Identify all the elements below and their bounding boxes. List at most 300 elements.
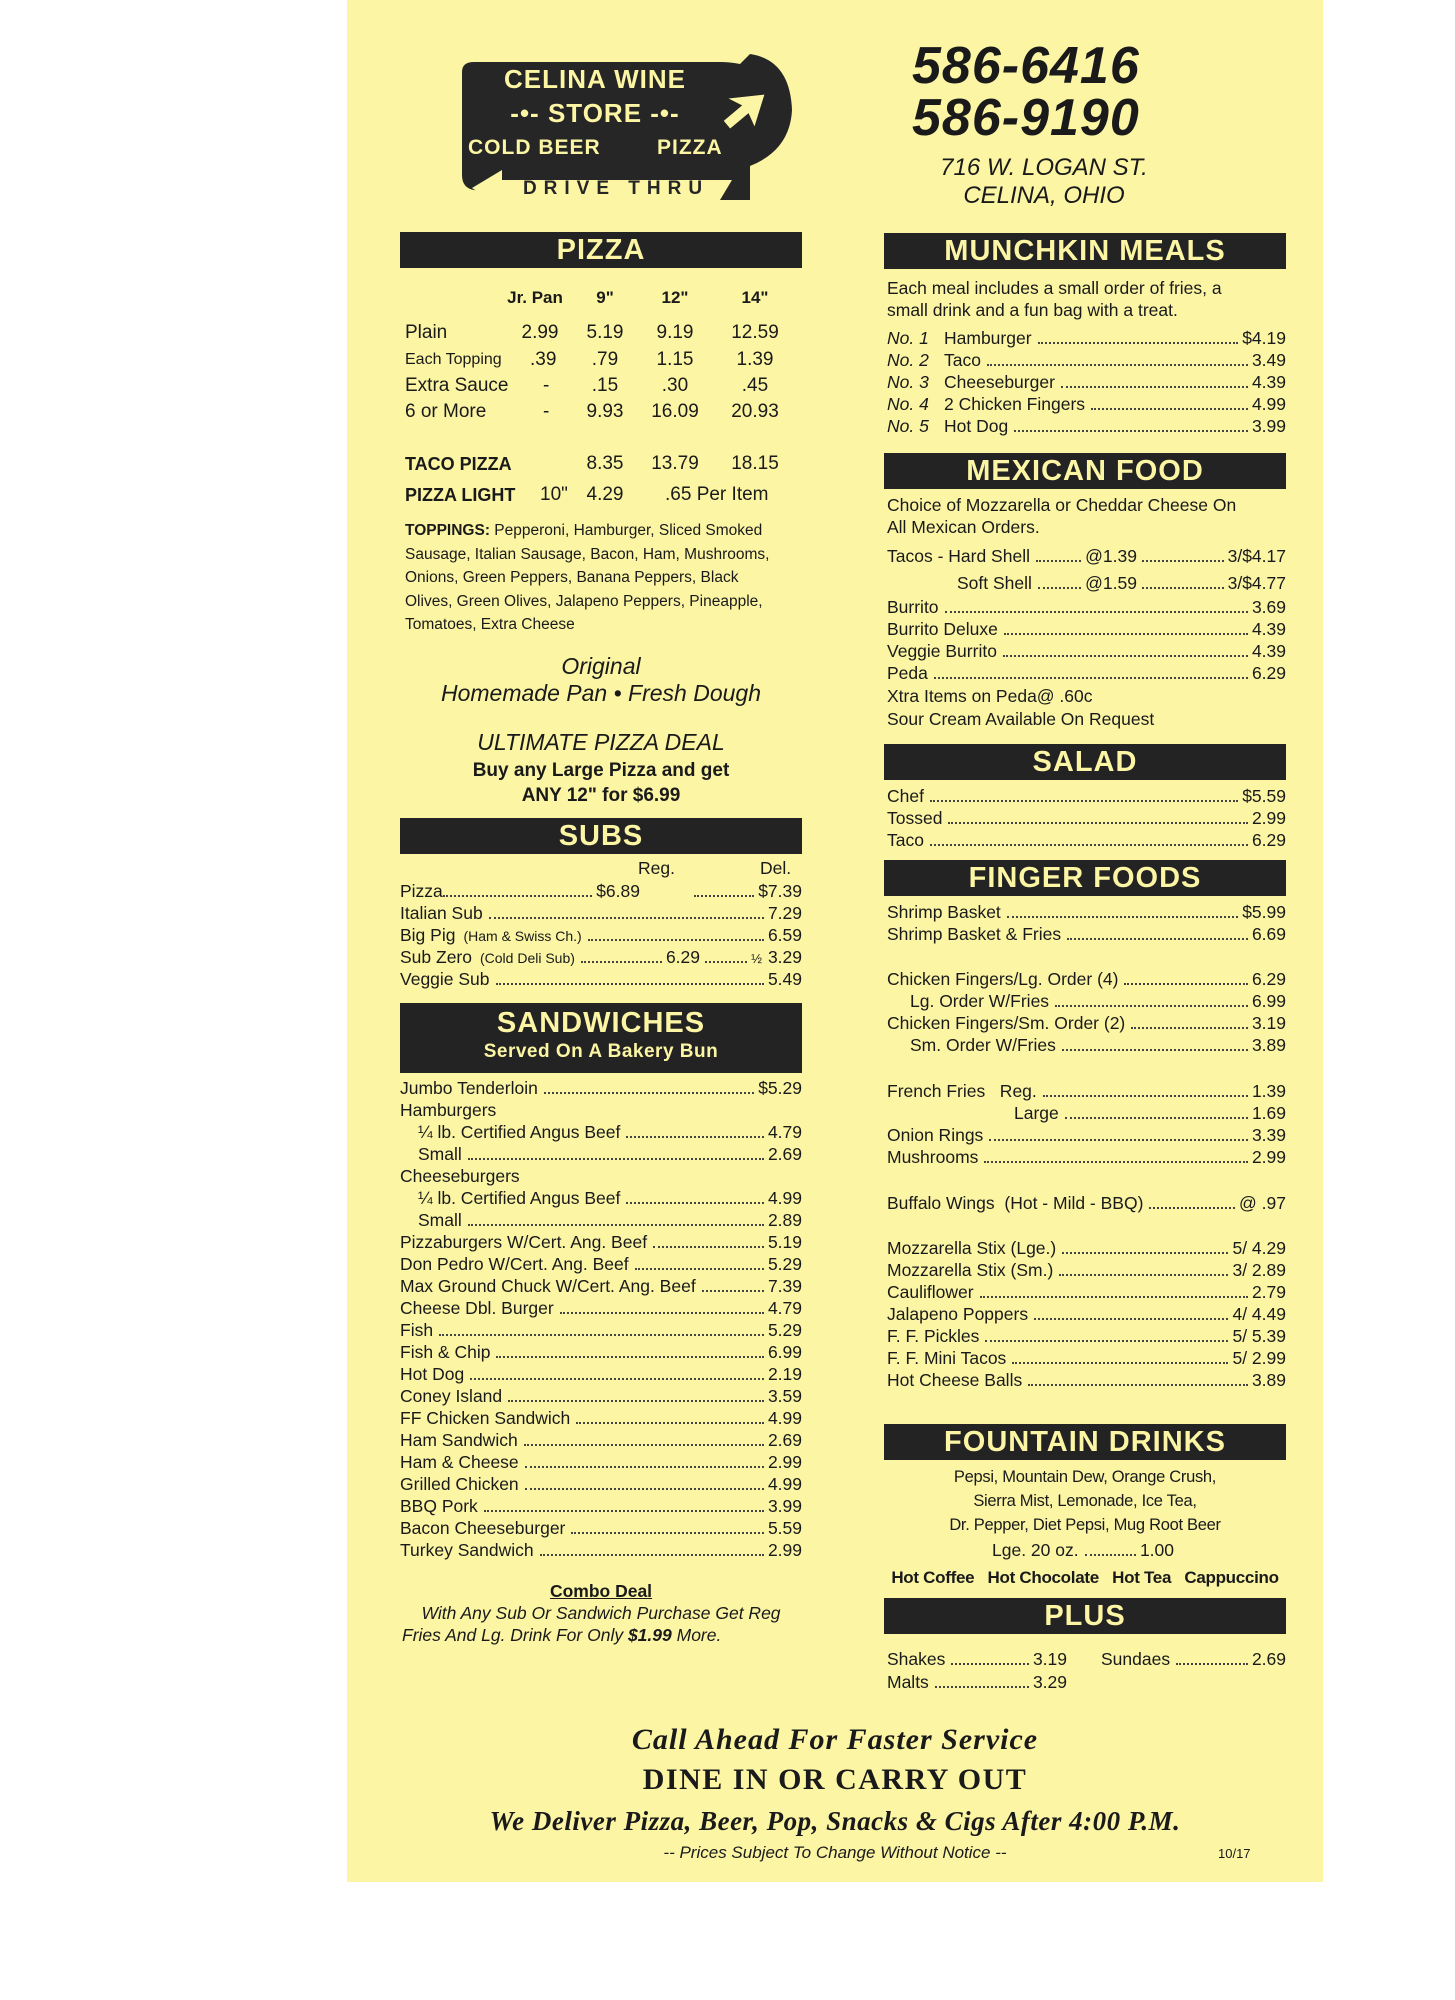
item-price: $6.89 xyxy=(596,881,640,901)
sandwiches-header xyxy=(400,1003,802,1073)
item-price: 7.39 xyxy=(767,1276,802,1296)
finger-item xyxy=(887,1237,1286,1259)
dot-leader xyxy=(1149,1207,1235,1209)
sandwich-item xyxy=(400,1077,802,1099)
sandwich-item xyxy=(400,1407,802,1429)
dot-leader xyxy=(1028,1384,1248,1386)
dot-leader xyxy=(496,1356,763,1358)
pizza-price: 20.93 xyxy=(731,401,779,422)
item-name: Cheeseburger xyxy=(944,372,1055,392)
dot-leader xyxy=(1142,560,1224,562)
address-line-2: CELINA, OHIO xyxy=(963,182,1125,209)
item-price: 6.59 xyxy=(767,925,802,945)
dot-leader xyxy=(1085,1554,1136,1556)
combo-deal-line-1: With Any Sub Or Sandwich Purchase Get Reg xyxy=(421,1603,781,1623)
plus-item xyxy=(887,1671,1067,1693)
mexican-food-header: MEXICAN FOOD xyxy=(884,453,1286,489)
finger-item xyxy=(887,1281,1286,1303)
item-name: Soft Shell xyxy=(957,573,1032,593)
item-name: Hot Cheese Balls xyxy=(887,1370,1023,1390)
item-price: 5/ 5.39 xyxy=(1232,1326,1286,1346)
item-price: 2.89 xyxy=(767,1210,802,1230)
dot-leader xyxy=(1124,983,1247,985)
item-price: 4.79 xyxy=(767,1122,802,1142)
pizza-price: 1.39 xyxy=(736,349,774,370)
item-name: Chicken Fingers/Lg. Order (4) xyxy=(887,969,1119,989)
mexican-item xyxy=(887,596,1286,618)
dot-leader xyxy=(1065,1117,1248,1119)
item-name: Pizza xyxy=(400,881,443,901)
toppings-list xyxy=(405,519,805,637)
dot-leader xyxy=(581,961,662,963)
dot-leader xyxy=(702,1290,764,1292)
dot-leader xyxy=(470,1378,764,1380)
item-price: 5/ 4.29 xyxy=(1232,1238,1286,1258)
item-name: Jalapeno Poppers xyxy=(887,1304,1029,1324)
item-name: Tossed xyxy=(887,808,943,828)
ultimate-deal-line-2: ANY 12" for $6.99 xyxy=(521,785,681,806)
item-price: 4.39 xyxy=(1251,641,1286,661)
pizza-price: 16.09 xyxy=(651,401,699,422)
item-name: Turkey Sandwich xyxy=(400,1540,534,1560)
pizza-price: - xyxy=(543,375,550,396)
sandwich-item xyxy=(400,1385,802,1407)
dot-leader xyxy=(930,800,1238,802)
dot-leader xyxy=(443,895,592,897)
dot-leader xyxy=(1038,587,1081,589)
dot-leader xyxy=(948,822,1247,824)
item-price: 2.99 xyxy=(1251,808,1286,828)
dot-leader xyxy=(934,677,1248,679)
meal-number: No. 5 xyxy=(887,416,929,436)
item-name: Sundaes xyxy=(1101,1649,1171,1669)
item-name: Grilled Chicken xyxy=(400,1474,519,1494)
item-price: 6.29 xyxy=(1251,830,1286,850)
logo-line-2 xyxy=(490,98,700,129)
sandwich-item xyxy=(418,1121,802,1143)
dot-leader xyxy=(653,1246,764,1248)
dot-leader xyxy=(635,1268,764,1270)
item-name: Chicken Fingers/Sm. Order (2) xyxy=(887,1013,1126,1033)
item-name: Small xyxy=(418,1144,462,1164)
dot-leader xyxy=(987,364,1248,366)
item-price: 4.99 xyxy=(767,1408,802,1428)
item-price: 3.89 xyxy=(1251,1035,1286,1055)
item-price: @ .97 xyxy=(1239,1193,1286,1213)
item-name: Lg. Order W/Fries xyxy=(910,991,1050,1011)
pizza-price: 9.19 xyxy=(656,322,694,343)
pizza-row-label: Plain xyxy=(405,322,448,343)
pizza-price: .45 xyxy=(741,375,769,396)
item-name: Mushrooms xyxy=(887,1147,979,1167)
item-name: Large xyxy=(1014,1103,1059,1123)
subs-col-reg: Reg. xyxy=(638,858,675,878)
sub-item-zero-del xyxy=(705,946,802,970)
logo-arrow-left-icon: -•- xyxy=(510,98,548,128)
fountain-line-3: Dr. Pepper, Diet Pepsi, Mug Root Beer xyxy=(949,1516,1221,1534)
item-name: Peda xyxy=(887,663,928,683)
item-price: 6.29 xyxy=(1251,663,1286,683)
item-price: 5/ 2.99 xyxy=(1232,1348,1286,1368)
fountain-line-1: Pepsi, Mountain Dew, Orange Crush, xyxy=(953,1468,1217,1486)
dot-leader xyxy=(508,1400,764,1402)
dot-leader xyxy=(945,611,1248,613)
item-name: French Fries Reg. xyxy=(887,1081,1037,1101)
pizza-price: 12.59 xyxy=(731,322,779,343)
item-name: Burrito Deluxe xyxy=(887,619,998,639)
item-price: 6.99 xyxy=(767,1342,802,1362)
logo-cold-beer: COLD BEER xyxy=(468,136,601,159)
item-price: 5.19 xyxy=(767,1232,802,1252)
item-price: 6.29 xyxy=(1251,969,1286,989)
dot-leader xyxy=(1014,430,1248,432)
meal-number: No. 1 xyxy=(887,328,929,348)
sandwich-item xyxy=(400,1517,802,1539)
logo-pizza: PIZZA xyxy=(657,136,723,159)
ultimate-deal-title: ULTIMATE PIZZA DEAL xyxy=(477,729,725,755)
item-name: Cheese Dbl. Burger xyxy=(400,1298,554,1318)
dot-leader xyxy=(1003,655,1248,657)
item-name: Chef xyxy=(887,786,924,806)
mexican-item xyxy=(887,662,1286,684)
mexican-item xyxy=(887,640,1286,662)
finger-item xyxy=(887,901,1286,923)
finger-item xyxy=(887,1146,1286,1168)
finger-item xyxy=(910,1034,1286,1056)
item-name: Shrimp Basket xyxy=(887,902,1001,922)
toppings-line: Onions, Green Peppers, Banana Peppers, Black xyxy=(405,569,739,586)
dot-leader xyxy=(468,1224,764,1226)
item-price: 3/ 2.89 xyxy=(1232,1260,1286,1280)
item-name: Small xyxy=(418,1210,462,1230)
dot-leader xyxy=(1061,386,1248,388)
pizza-price: 5.19 xyxy=(586,322,624,343)
item-note: (Cold Deli Sub) xyxy=(479,950,575,966)
item-name: Ham Sandwich xyxy=(400,1430,518,1450)
sandwich-item xyxy=(400,1231,802,1253)
subs-header: SUBS xyxy=(400,818,802,854)
item-name: Mozzarella Stix (Sm.) xyxy=(887,1260,1054,1280)
mexican-item-hard-taco xyxy=(887,545,1137,567)
item-name: Max Ground Chuck W/Cert. Ang. Beef xyxy=(400,1276,696,1296)
dot-leader xyxy=(1131,1027,1248,1029)
sub-item xyxy=(400,902,802,924)
item-name: Hot Dog xyxy=(400,1364,465,1384)
item-name: F. F. Pickles xyxy=(887,1326,980,1346)
finger-item xyxy=(887,1080,1286,1102)
toppings-line: Sausage, Italian Sausage, Bacon, Ham, Mushrooms, xyxy=(405,545,770,563)
sub-item-pizza xyxy=(400,880,640,902)
munchkin-item xyxy=(887,415,1286,437)
dot-leader xyxy=(1036,560,1081,562)
item-note: (Ham & Swiss Ch.) xyxy=(463,928,582,944)
meal-number: No. 4 xyxy=(887,394,929,414)
sub-item xyxy=(400,924,802,947)
dot-leader xyxy=(694,895,754,897)
sandwich-item xyxy=(400,1297,802,1319)
item-name: Jumbo Tenderloin xyxy=(400,1078,538,1098)
fountain-drinks-header: FOUNTAIN DRINKS xyxy=(884,1424,1286,1460)
item-price: $5.59 xyxy=(1242,786,1286,806)
logo-arrow-right-icon: -•- xyxy=(642,98,680,128)
finger-foods-header: FINGER FOODS xyxy=(884,860,1286,896)
sandwich-item xyxy=(418,1143,802,1165)
item-name: FF Chicken Sandwich xyxy=(400,1408,571,1428)
meal-number: No. 2 xyxy=(887,350,929,370)
item-price: 2.69 xyxy=(1251,1649,1286,1669)
item-name: Lge. 20 oz. xyxy=(992,1540,1079,1560)
item-price: 4.99 xyxy=(767,1188,802,1208)
sub-item-pizza-del xyxy=(694,880,802,902)
sub-item xyxy=(400,968,802,990)
subs-col-del: Del. xyxy=(760,858,792,878)
item-price: 3.49 xyxy=(1251,350,1286,370)
dot-leader xyxy=(1012,1362,1228,1364)
item-name: BBQ Pork xyxy=(400,1496,478,1516)
item-price: 6.99 xyxy=(1251,991,1286,1011)
finger-item xyxy=(887,1303,1286,1325)
dot-leader xyxy=(1059,1274,1228,1276)
item-name: Hot Dog xyxy=(944,416,1009,436)
finger-item xyxy=(887,1192,1286,1214)
item-name: Big Pig xyxy=(400,925,456,945)
fountain-size xyxy=(992,1539,1174,1561)
pizza-col-jr: Jr. Pan xyxy=(507,288,563,307)
sandwich-item xyxy=(418,1187,802,1209)
original-line-2: Homemade Pan • Fresh Dough xyxy=(441,680,761,706)
item-price: $4.19 xyxy=(1242,328,1286,348)
footer-call-ahead: Call Ahead For Faster Service xyxy=(631,1723,1039,1756)
sandwiches-title: SANDWICHES xyxy=(496,1007,706,1039)
item-name: Sm. Order W/Fries xyxy=(910,1035,1056,1055)
item-price: 3.59 xyxy=(767,1386,802,1406)
salad-item xyxy=(887,829,1286,851)
dot-leader xyxy=(1004,633,1248,635)
item-name: Buffalo Wings (Hot - Mild - BBQ) xyxy=(887,1193,1144,1213)
item-name: ¼ lb. Certified Angus Beef xyxy=(418,1122,621,1142)
meal-number: No. 3 xyxy=(887,372,929,392)
item-name: Hamburger xyxy=(944,328,1032,348)
item-name: Veggie Sub xyxy=(400,969,490,989)
pizza-price: 2.99 xyxy=(521,322,559,343)
address-line-1: 716 W. LOGAN ST. xyxy=(940,154,1148,181)
item-name: Mozzarella Stix (Lge.) xyxy=(887,1238,1057,1258)
footer-delivery: We Deliver Pizza, Beer, Pop, Snacks & Cigs After 4:00 P.M. xyxy=(489,1806,1181,1836)
dot-leader xyxy=(1176,1663,1248,1665)
dot-leader xyxy=(484,1510,764,1512)
munchkin-desc-1: Each meal includes a small order of fries, a xyxy=(887,278,1222,298)
sandwiches-subtitle: Served On A Bakery Bun xyxy=(483,1041,719,1062)
dot-leader xyxy=(930,844,1248,846)
mexican-desc-1: Choice of Mozzarella or Cheddar Cheese On xyxy=(887,495,1237,515)
mexican-note-1: Xtra Items on Peda@ .60c xyxy=(887,686,1093,706)
item-price: 3.69 xyxy=(1251,597,1286,617)
mexican-item xyxy=(887,618,1286,640)
store-logo xyxy=(450,50,795,210)
pizza-price: 4.29 xyxy=(586,484,624,505)
pizza-col-14: 14" xyxy=(741,288,769,307)
toppings-line: Pepperoni, Hamburger, Sliced Smoked xyxy=(494,522,763,539)
dot-leader xyxy=(985,1340,1228,1342)
dot-leader xyxy=(705,961,747,963)
item-name: F. F. Mini Tacos xyxy=(887,1348,1007,1368)
dot-leader xyxy=(576,1422,764,1424)
phone-number-2: 586-9190 xyxy=(912,89,1140,147)
item-price: 5.49 xyxy=(767,969,802,989)
dot-leader xyxy=(524,1444,764,1446)
finger-item xyxy=(887,1369,1286,1391)
dot-leader xyxy=(525,1466,764,1468)
item-price: 2.79 xyxy=(1251,1282,1286,1302)
item-price: 2.99 xyxy=(1251,1147,1286,1167)
pizza-col-12: 12" xyxy=(661,288,689,307)
item-price: 3.99 xyxy=(767,1496,802,1516)
sandwich-item xyxy=(400,1363,802,1385)
sandwich-item xyxy=(418,1209,802,1231)
half-mark: ½ xyxy=(751,951,762,966)
dot-leader xyxy=(626,1202,764,1204)
dot-leader xyxy=(1038,342,1239,344)
phone-number-1: 586-6416 xyxy=(912,37,1140,95)
item-name: 2 Chicken Fingers xyxy=(944,394,1086,414)
plus-header: PLUS xyxy=(884,1598,1286,1634)
item-name: Pizzaburgers W/Cert. Ang. Beef xyxy=(400,1232,648,1252)
item-price: 1.39 xyxy=(1251,1081,1286,1101)
dot-leader xyxy=(571,1532,764,1534)
item-price: $5.99 xyxy=(1242,902,1286,922)
item-price: 2.19 xyxy=(767,1364,802,1384)
plus-item xyxy=(887,1648,1067,1670)
sandwich-group-label: Cheeseburgers xyxy=(400,1166,520,1186)
finger-item xyxy=(887,1124,1286,1146)
munchkin-item xyxy=(887,371,1286,393)
item-price: 7.29 xyxy=(767,903,802,923)
dot-leader xyxy=(588,939,764,941)
original-line-1: Original xyxy=(561,653,641,679)
pizza-light-label: PIZZA LIGHT xyxy=(405,485,516,505)
finger-item xyxy=(887,968,1286,990)
item-name: Burrito xyxy=(887,597,939,617)
dot-leader xyxy=(626,1136,764,1138)
item-price: 5.29 xyxy=(767,1320,802,1340)
finger-item xyxy=(1014,1102,1286,1124)
sandwich-item xyxy=(400,1495,802,1517)
pizza-row-label: 6 or More xyxy=(405,401,487,422)
logo-store-text: STORE xyxy=(547,98,643,128)
item-price: 3.29 xyxy=(767,947,802,967)
mexican-note-2: Sour Cream Available On Request xyxy=(887,709,1155,729)
item-name: Bacon Cheeseburger xyxy=(400,1518,566,1538)
finger-item xyxy=(910,990,1286,1012)
combo-text: More. xyxy=(671,1625,722,1645)
mexican-item-soft-taco-3 xyxy=(1142,572,1286,594)
pizza-price: .39 xyxy=(530,349,557,370)
dot-leader xyxy=(951,1663,1029,1665)
pizza-price: 1.15 xyxy=(656,349,694,370)
item-price: 4.99 xyxy=(1251,394,1286,414)
mexican-item-soft-taco xyxy=(957,572,1137,594)
combo-text: Fries And Lg. Drink For Only xyxy=(402,1625,628,1645)
pizza-price: 8.35 xyxy=(586,453,624,474)
footer-dine-in: DINE IN OR CARRY OUT xyxy=(642,1763,1028,1796)
sub-item-zero xyxy=(400,946,700,969)
pizza-header: PIZZA xyxy=(400,232,802,268)
item-name: Malts xyxy=(887,1672,929,1692)
item-price: 6.69 xyxy=(1251,924,1286,944)
item-name: Ham & Cheese xyxy=(400,1452,519,1472)
item-price: 4.39 xyxy=(1251,619,1286,639)
combo-deal-line-2 xyxy=(402,1624,804,1646)
item-price: 4/ 4.49 xyxy=(1232,1304,1286,1324)
combo-deal-title: Combo Deal xyxy=(549,1581,653,1601)
dot-leader xyxy=(984,1161,1248,1163)
item-price: 3/$4.17 xyxy=(1227,546,1286,566)
munchkin-meals-header: MUNCHKIN MEALS xyxy=(884,233,1286,269)
item-price: 2.99 xyxy=(767,1540,802,1560)
dot-leader xyxy=(489,917,764,919)
item-name: Taco xyxy=(944,350,981,370)
sandwich-group-label: Hamburgers xyxy=(400,1100,497,1120)
item-name: Shrimp Basket & Fries xyxy=(887,924,1062,944)
logo-line-1: CELINA WINE xyxy=(504,64,686,94)
pizza-price: 9.93 xyxy=(586,401,624,422)
dot-leader xyxy=(540,1554,764,1556)
pizza-price: 13.79 xyxy=(651,453,699,474)
item-price: @1.59 xyxy=(1085,573,1137,593)
item-name: Fish xyxy=(400,1320,434,1340)
munchkin-item xyxy=(887,349,1286,371)
finger-item xyxy=(887,1012,1286,1034)
finger-item xyxy=(887,1325,1286,1347)
item-price: 6.29 xyxy=(665,947,700,967)
dot-leader xyxy=(980,1296,1248,1298)
item-name: ¼ lb. Certified Angus Beef xyxy=(418,1188,621,1208)
finger-item xyxy=(887,923,1286,945)
pizza-price: .30 xyxy=(661,375,689,396)
finger-item xyxy=(887,1259,1286,1281)
toppings-line: Tomatoes, Extra Cheese xyxy=(405,616,575,633)
dot-leader xyxy=(1062,1049,1248,1051)
salad-item xyxy=(887,785,1286,807)
pizza-light-per-item: .65 Per Item xyxy=(665,484,769,505)
dot-leader xyxy=(496,983,764,985)
item-name: Taco xyxy=(887,830,924,850)
item-price: @1.39 xyxy=(1085,546,1137,566)
item-price: 2.69 xyxy=(767,1430,802,1450)
dot-leader xyxy=(468,1158,764,1160)
item-price: 4.99 xyxy=(767,1474,802,1494)
item-name: Veggie Burrito xyxy=(887,641,997,661)
item-price: 2.69 xyxy=(767,1144,802,1164)
mexican-item-hard-taco-3 xyxy=(1142,545,1286,567)
dot-leader xyxy=(1034,1318,1228,1320)
pizza-row-label: Extra Sauce xyxy=(405,375,509,396)
dot-leader xyxy=(525,1488,764,1490)
footer-date-code: 10/17 xyxy=(1218,1846,1251,1861)
mexican-desc-2: All Mexican Orders. xyxy=(887,517,1040,537)
item-price: 4.79 xyxy=(767,1298,802,1318)
dot-leader xyxy=(1055,1005,1248,1007)
item-name: Italian Sub xyxy=(400,903,483,923)
taco-pizza-label: TACO PIZZA xyxy=(405,454,512,474)
pizza-col-9: 9" xyxy=(596,288,614,307)
hot-drinks-line: Hot Coffee Hot Chocolate Hot Tea Cappuccino xyxy=(891,1568,1279,1587)
item-price: 2.99 xyxy=(767,1452,802,1472)
finger-item xyxy=(887,1347,1286,1369)
item-price: 1.00 xyxy=(1139,1540,1174,1560)
sandwich-item xyxy=(400,1253,802,1275)
item-price: 4.39 xyxy=(1251,372,1286,392)
